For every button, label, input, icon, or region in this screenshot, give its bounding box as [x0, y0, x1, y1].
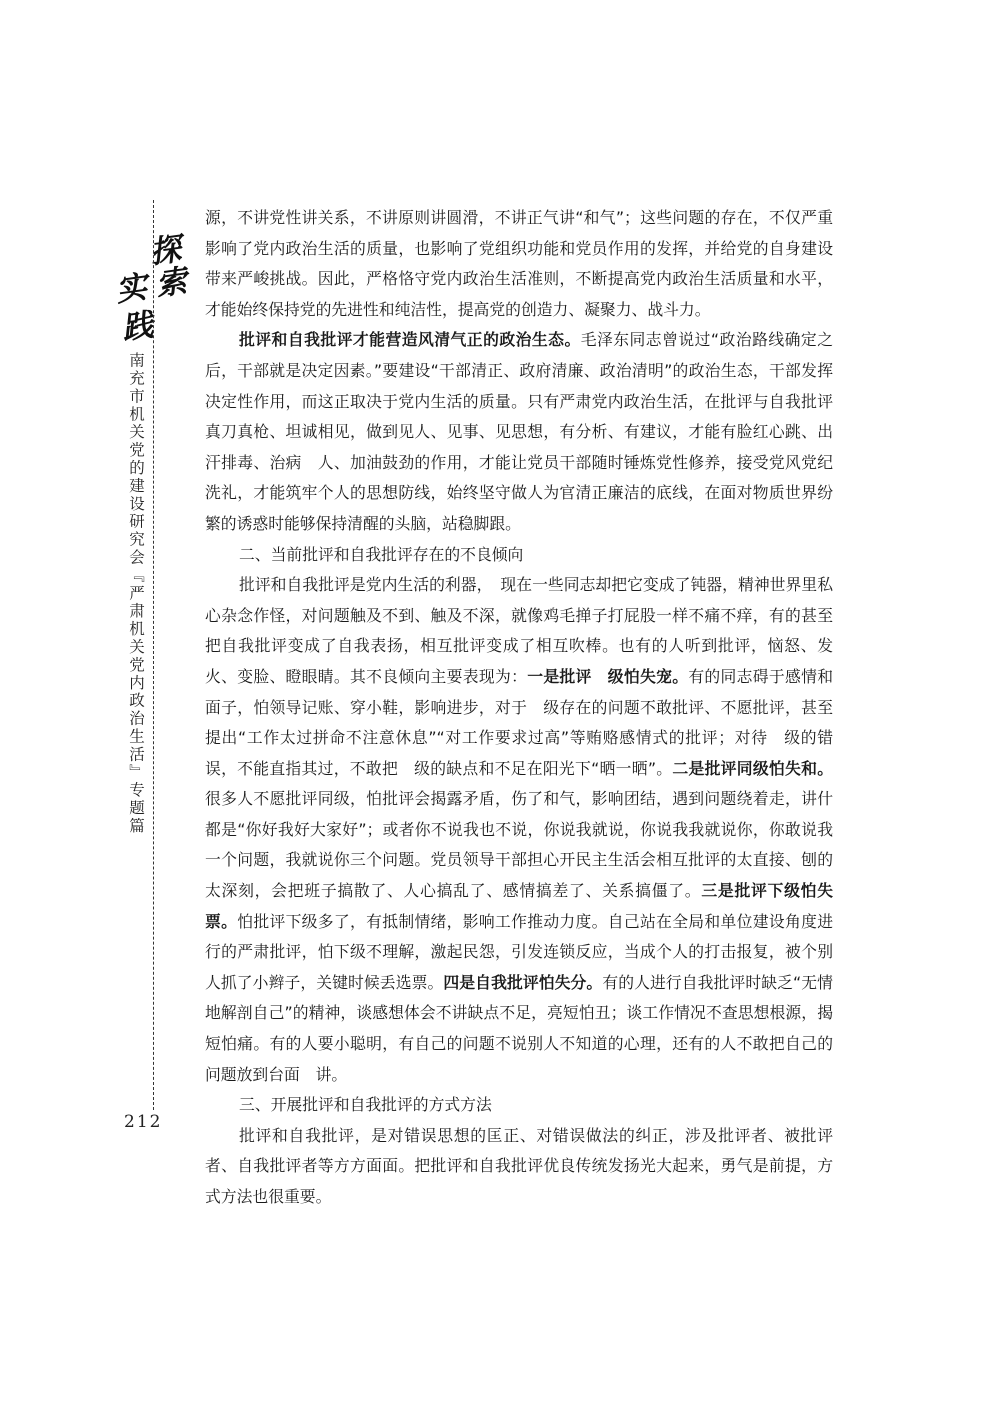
- article-body: [205, 203, 849, 1213]
- paragraph-3-bold-4: 四是自我批评怕失分。: [443, 972, 603, 992]
- paragraph-3-bold-1: 一是批评 级怕失宠。: [527, 666, 689, 686]
- section-heading-2: 二、当前批评和自我批评存在的不良倾向: [239, 544, 524, 564]
- paragraph-2-lead: 批评和自我批评才能营造风清气正的政治生态。: [239, 330, 581, 350]
- paragraph-3-text-4: 怕批评下级多了，有抵制情绪，影响工作推动力度。自己站在全局和单位建设角度进行的严肃批评，怕下级不理解，激起民怨，引发连锁反应，当成个人的打击报复，被个别人抓了小辫子，关键时候丢选票。: [205, 911, 833, 992]
- paragraph-3-text-5: 有的人进行自我批评时缺乏“无情地解剖自己”的精神，谈感想体会不讲缺点不足，亮短怕丑；谈工作情况不查思想根源，揭短怕痛。有的人要小聪明，有自己的问题不说别人不知道的心理，还有的人不敢把自己的问题放到台面 讲。: [205, 972, 833, 1084]
- paragraph-3-text-3: 很多人不愿批评同级，怕批评会揭露矛盾，伤了和气，影响团结，遇到问题绕着走，讲什 都是“你好我好大家好”；或者你不说我也不说，你说我就说，你说我我就说你，你敢说我一个问题，我就说你三个问题。党员领导干部担心开民主生活会相互批评的太直接、刨的太深刻，会把班子搞散了、人心搞乱了、感情搞差了、关系搞僵了。: [205, 789, 849, 901]
- paragraph-1: 源，不讲党性讲关系，不讲原则讲圆滑，不讲正气讲“和气”；这些问题的存在，不仅严重影响了党内政治生活的质量，也影响了党组织功能和党员作用的发挥，并给党的自身建设带来严峻挑战。因此，严格恪守党内政治生活准则，不断提高党内政治生活质量和水平，才能始终保持党的先进性和纯洁性，提高党的创造力、凝聚力、战斗力。: [205, 208, 833, 319]
- paragraph-3-bold-3: 三是批评下级怕失票。: [205, 881, 833, 931]
- title-char-3: 实: [113, 269, 150, 309]
- paragraph-4: 批评和自我批评，是对错误思想的匡正、对错误做法的纠正，涉及批评者、被批评者、自我批评者等方方面面。把批评和自我批评优良传统发扬光大起来，勇气是前提，方式方法也很重要。: [205, 1125, 833, 1206]
- page-number: 212: [124, 1112, 163, 1132]
- paragraph-3-text-1: 批评和自我批评是党内生活的利器， 现在一些同志却把它变成了钝器，精神世界里私心杂念作怪，对问题触及不到、触及不深，就像鸡毛掸子打屁股一样不痛不痒，有的甚至把自我批评变成了自我表扬，相互批评变成了相互吹棒。也有的人听到批评，恼怒、发火、变脸、瞪眼睛。其不良倾向主要表现为：: [205, 575, 833, 686]
- series-vertical-label: 南充市机关党的建设研究会『严肃机关党内政治生活』专题篇: [127, 352, 145, 836]
- section-heading-3: 三、开展批评和自我批评的方式方法: [239, 1095, 492, 1115]
- title-char-1: 探: [147, 231, 184, 271]
- sidebar-column-title: [112, 231, 190, 347]
- paragraph-3-text-2: 有的同志碍于感情和面子，怕领导记账、穿小鞋，影响进步，对于 级存在的问题不敢批评、不愿批评，甚至提出“工作太过拼命不注意休息”“对工作要求过高”等贿赂感情式的批评；对待 级的错误，不能直指其过，不敢把 级的缺点和不足在阳光下“晒一晒”。: [205, 666, 833, 778]
- paragraph-3: [205, 570, 849, 1090]
- title-char-4: 践: [119, 307, 156, 347]
- margin-divider: [153, 200, 154, 1110]
- paragraph-3-bold-2: 二是批评同级怕失和。: [672, 758, 833, 778]
- paragraph-2: [205, 325, 849, 539]
- title-char-2: 索: [153, 263, 190, 303]
- paragraph-2-text: 毛泽东同志曾说过“政治路线确定之后，干部就是决定因素。”要建设“干部清正、政府清廉、政治清明”的政治生态，干部发挥决定性作用，而这正取决于党内生活的质量。只有严肃党内政治生活，在批评与自我批评 真刀真枪、坦诚相见，做到见人、见事、见思想，有分析、有建议，才能有脸红心跳、出汗排毒、治病 人、加油鼓劲的作用，才能让党员干部随时锤炼党性修养，接受党风党纪洗礼，才能筑牢个人的思想防线，始终坚守做人为官清正廉洁的底线，在面对物质世界纷繁的诱惑时能够保持清醒的头脑，站稳脚跟。: [205, 330, 849, 533]
